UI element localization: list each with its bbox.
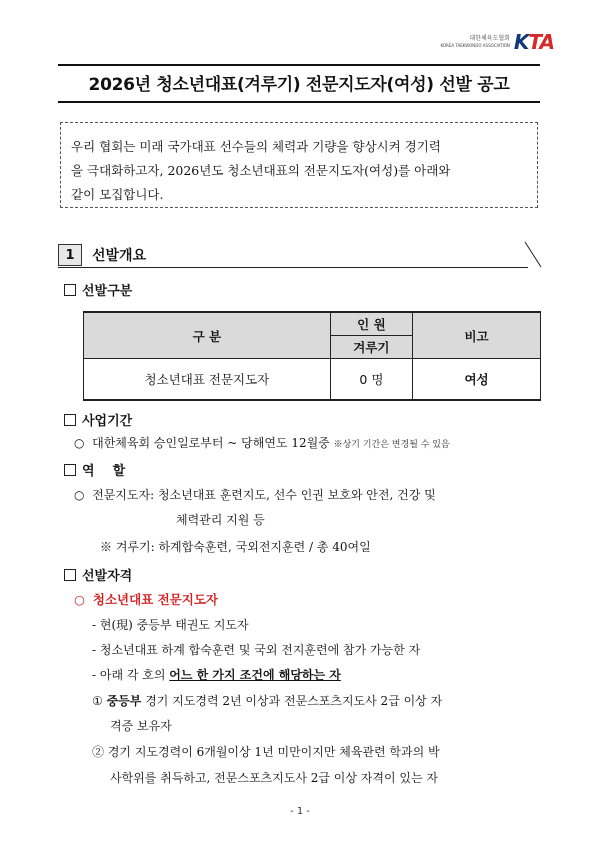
title-rule-bottom (58, 101, 540, 103)
table-cell-count: 0 명 (330, 359, 412, 401)
checkbox-square-icon (64, 464, 76, 476)
condition-2-cont: 사학위를 취득하고, 전문스포츠지도사 2급 이상 자격이 있는 자 (110, 771, 438, 785)
section-slash-decoration (523, 240, 543, 268)
section-underline (58, 267, 528, 268)
title-rule-top (58, 64, 540, 66)
circle-bullet-icon: ○ (74, 436, 85, 450)
qualification-item: - 아래 각 호의 어느 한 가지 조건에 해당하는 자 (92, 668, 341, 682)
selection-table (83, 311, 541, 401)
logo-caption (440, 35, 509, 49)
intro-line: 우리 협회는 미래 국가대표 선수들의 체력과 기량을 향상시켜 경기력 (71, 139, 441, 154)
table-header-count-sub: 겨루기 (330, 336, 412, 359)
qualification-subheading: ○ 청소년대표 전문지도자 (74, 592, 218, 607)
checkbox-square-icon (64, 569, 76, 581)
checkbox-square-icon (64, 284, 76, 296)
logo-text-en: KOREA TAEKWONDO ASSOCIATION (440, 43, 510, 48)
table-cell-category: 청소년대표 전문지도자 (84, 359, 331, 401)
role-note: ※ 겨루기: 하계합숙훈련, 국외전지훈련 / 총 40여일 (100, 540, 371, 554)
role-line-1: ○ 전문지도자: 청소년대표 훈련지도, 선수 인권 보호와 안전, 건강 및 (74, 488, 436, 502)
period-heading: 사업기간 (64, 410, 132, 429)
table-cell-note: 여성 (413, 359, 541, 401)
qualification-item: - 청소년대표 하계 합숙훈련 및 국외 전지훈련에 참가 가능한 자 (92, 643, 421, 657)
intro-box (60, 122, 538, 208)
selection-heading: 선발구분 (64, 280, 132, 299)
intro-line: 같이 모집합니다. (71, 187, 164, 202)
checkbox-square-icon (64, 414, 76, 426)
role-line-2: 체력관리 지원 등 (176, 513, 265, 527)
kta-logo-mark: KTA (513, 30, 554, 54)
role-heading: 역 할 (64, 460, 125, 479)
condition-2: ② 경기 지도경력이 6개월이상 1년 미만이지만 체육관련 학과의 박 (92, 745, 440, 759)
page-title: 2026년 청소년대표(겨루기) 전문지도자(여성) 선발 공고 (88, 75, 510, 95)
qualification-heading: 선발자격 (64, 565, 132, 584)
header-logo (440, 30, 554, 54)
red-circle-bullet-icon: ○ (74, 592, 85, 607)
table-header-note: 비고 (413, 312, 541, 359)
condition-1: ① 중등부 경기 지도경력 2년 이상과 전문스포츠지도사 2급 이상 자 (92, 694, 443, 708)
table-header-category: 구 분 (84, 312, 331, 359)
qualification-item: - 현(現) 중등부 태권도 지도자 (92, 618, 249, 632)
period-note: ※상기 기간은 변경될 수 있음 (333, 440, 450, 450)
page-number: - 1 - (290, 806, 310, 817)
section-number: 1 (58, 244, 82, 266)
section-title: 선발개요 (92, 248, 147, 264)
intro-line: 을 극대화하고자, 2026년도 청소년대표의 전문지도자(여성)를 아래와 (71, 163, 451, 178)
logo-text-ko: 대한체육도협회 (469, 35, 510, 42)
table-header-count: 인 원 (330, 312, 412, 336)
condition-1-cont: 격증 보유자 (110, 719, 172, 733)
period-text: ○ 대한체육회 승인일로부터 ~ 당해연도 12월중 ※상기 기간은 변경될 수 있음 (74, 436, 450, 450)
circle-bullet-icon: ○ (74, 488, 85, 502)
